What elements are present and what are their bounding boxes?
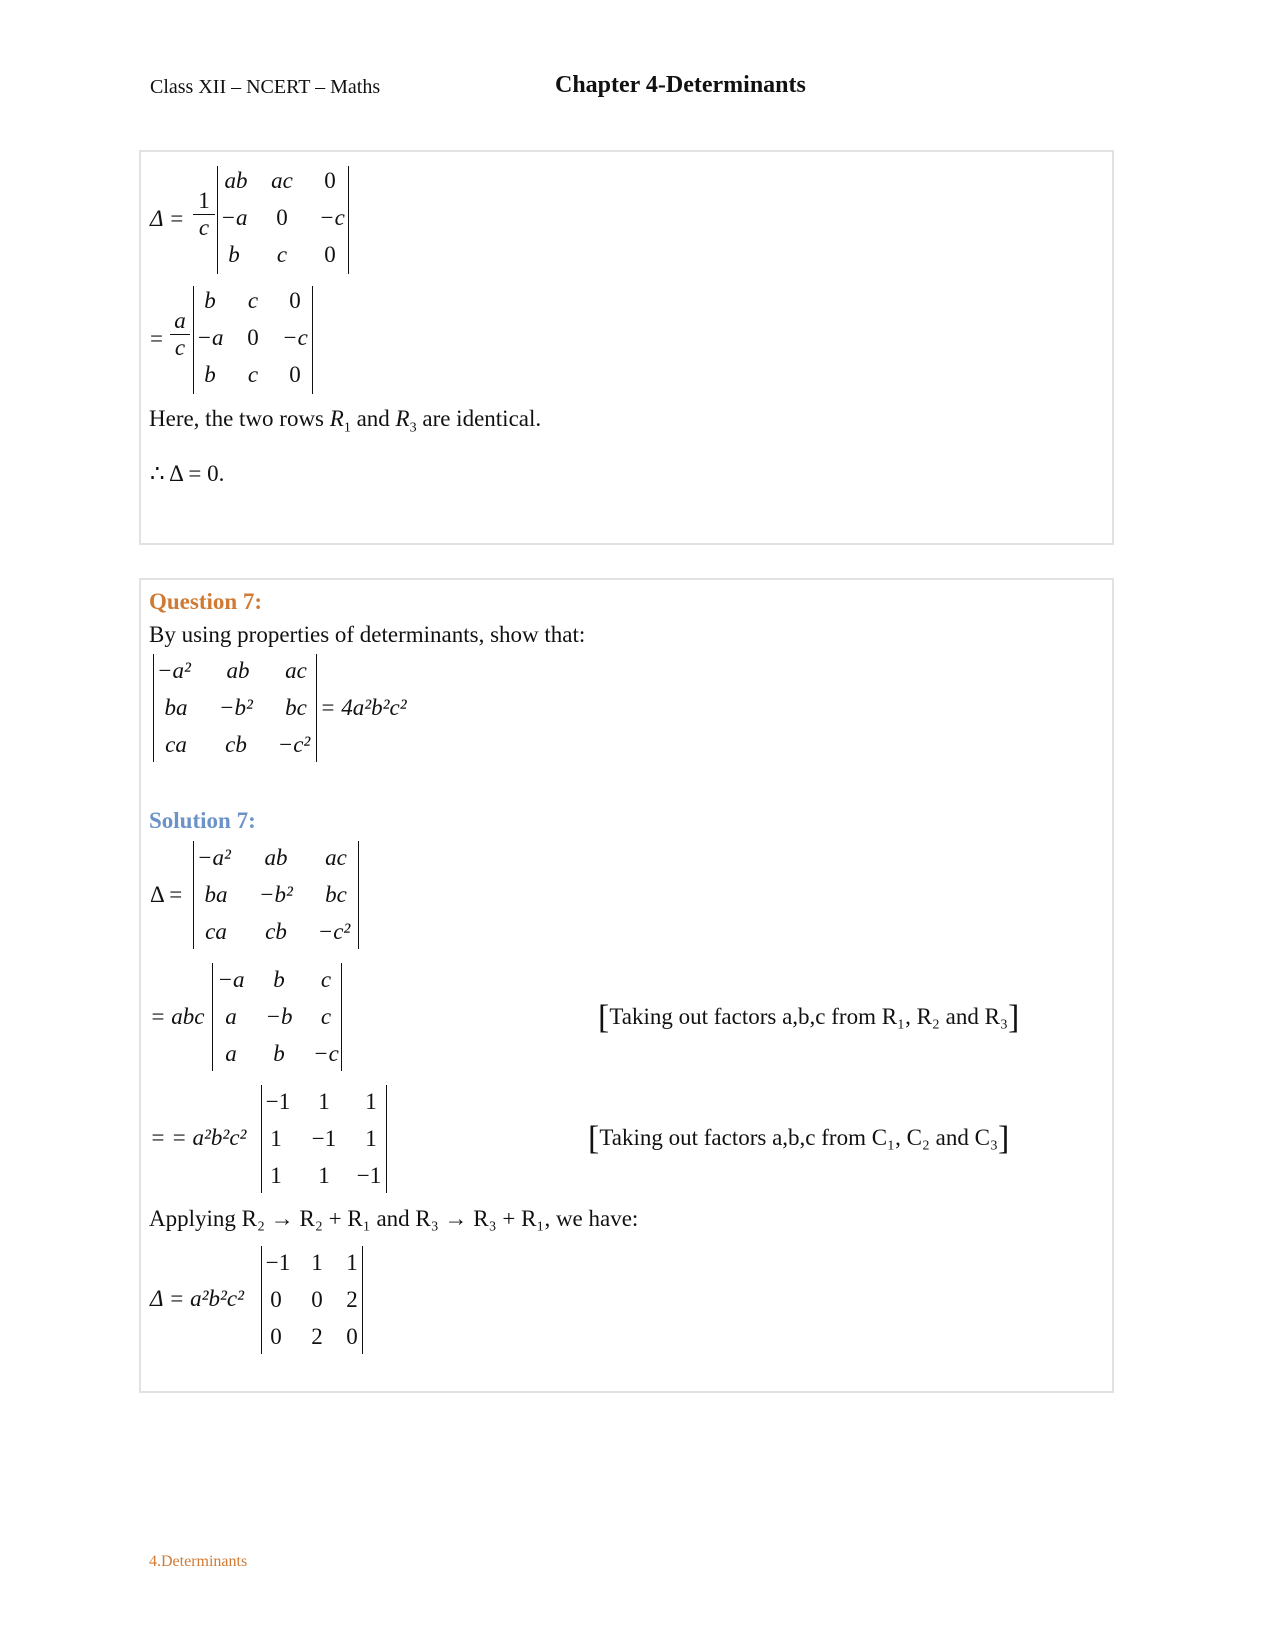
chapter-title: Chapter 4-Determinants: [555, 72, 806, 98]
det-cell: 1: [318, 1163, 330, 1188]
det-cell: 1: [346, 1250, 358, 1275]
abc-factor: = abc: [150, 1004, 205, 1029]
det-cell: ba: [164, 695, 188, 720]
delta-lhs-1: Δ =: [150, 206, 185, 231]
det-cell: b: [228, 242, 240, 267]
question-label: Question 7:: [149, 589, 263, 614]
det-cell: −c: [282, 325, 308, 350]
det-cell: 1: [365, 1089, 377, 1114]
footer-label: 4.Determinants: [149, 1553, 248, 1570]
solution-determinant-3: [261, 1085, 387, 1193]
det-cell: −a: [220, 205, 248, 230]
row-operation-note: Applying R₂ → R₂ + R₁ and R₃ → R₃ + R₁, we have:: [149, 1206, 639, 1231]
det-cell: c: [247, 288, 259, 313]
det-cell: ab: [224, 168, 248, 193]
det-cell: −1: [311, 1126, 337, 1151]
det-cell: −b²: [259, 882, 293, 907]
det-cell: b: [204, 362, 216, 387]
note-text: Here, the two rows: [149, 406, 325, 431]
det-cell: −b: [265, 1004, 293, 1029]
step3-note-text: Taking out factors a,b,c from C₁, C₂ and C₃: [599, 1125, 998, 1150]
det-cell: −1: [265, 1250, 291, 1275]
fraction-denominator: c: [193, 214, 215, 241]
a2b2c2-factor-1: = = a²b²c²: [150, 1125, 247, 1150]
det-cell: 0: [247, 325, 259, 350]
det-cell: ca: [205, 919, 227, 944]
det-cell: c: [276, 242, 288, 267]
row-symbol: R: [395, 406, 410, 431]
fraction-numerator: a: [174, 308, 186, 333]
question-prompt: By using properties of determinants, show that:: [149, 622, 586, 647]
det-cell: −b²: [219, 695, 253, 720]
det-cell: 0: [289, 288, 301, 313]
question-rhs: = 4a²b²c²: [320, 695, 407, 720]
det-cell: b: [273, 967, 285, 992]
det-cell: 0: [289, 362, 301, 387]
det-cell: c: [320, 1004, 332, 1029]
a2b2c2-factor-2: Δ = a²b²c²: [150, 1286, 244, 1311]
det-cell: c: [247, 362, 259, 387]
fraction-numerator: 1: [198, 188, 210, 213]
det-cell: 0: [324, 242, 336, 267]
delta-lhs-2: Δ =: [150, 882, 183, 907]
det-cell: 0: [270, 1324, 282, 1349]
question-determinant: [153, 654, 317, 762]
row-index: 1: [343, 420, 351, 436]
solution-determinant-4: [261, 1246, 363, 1354]
det-cell: ab: [264, 845, 288, 870]
det-cell: a: [225, 1004, 237, 1029]
det-cell: ba: [204, 882, 228, 907]
det-cell: 1: [270, 1126, 282, 1151]
row-index: 3: [409, 420, 417, 436]
det-cell: −1: [265, 1089, 291, 1114]
det-cell: cb: [265, 919, 287, 944]
det-cell: −c: [319, 205, 345, 230]
identical-rows-note: [149, 406, 541, 437]
det-cell: 1: [311, 1250, 323, 1275]
det-cell: −c: [313, 1041, 339, 1066]
row-symbol: R: [329, 406, 344, 431]
det-cell: bc: [325, 882, 347, 907]
det-cell: ab: [226, 658, 250, 683]
det-cell: −c²: [277, 732, 311, 757]
det-cell: bc: [285, 695, 307, 720]
solution-label: Solution 7:: [149, 808, 256, 833]
det-cell: −a²: [157, 658, 191, 683]
det-cell: ca: [165, 732, 187, 757]
determinant-step-a: [217, 166, 349, 274]
det-cell: −1: [356, 1163, 382, 1188]
det-cell: b: [204, 288, 216, 313]
conclusion: ∴ Δ = 0.: [150, 461, 225, 486]
solution-determinant-1: [193, 841, 359, 949]
det-cell: 1: [365, 1126, 377, 1151]
det-cell: 2: [311, 1324, 323, 1349]
det-cell: 0: [270, 1287, 282, 1312]
determinant-step-b: [193, 286, 313, 394]
note-text: are identical.: [422, 406, 542, 431]
step2-note: [Taking out factors a,b,c from R₁, R₂ and R₃]: [598, 999, 1020, 1036]
step2-note-text: Taking out factors a,b,c from R₁, R₂ and R₃: [609, 1004, 1008, 1029]
det-cell: −c²: [317, 919, 351, 944]
det-cell: ac: [271, 168, 293, 193]
det-cell: 1: [318, 1089, 330, 1114]
det-cell: 1: [270, 1163, 282, 1188]
solution-determinant-2: [212, 963, 342, 1071]
det-cell: 0: [324, 168, 336, 193]
header-class-label: Class XII – NCERT – Maths: [150, 76, 381, 98]
det-cell: −a: [217, 967, 245, 992]
fraction-denominator: c: [170, 334, 190, 361]
det-cell: ac: [325, 845, 347, 870]
det-cell: 0: [311, 1287, 323, 1312]
det-cell: b: [273, 1041, 285, 1066]
det-cell: −a²: [197, 845, 231, 870]
det-cell: 0: [346, 1324, 358, 1349]
det-cell: cb: [225, 732, 247, 757]
step3-note: [Taking out factors a,b,c from C₁, C₂ and C₃]: [588, 1120, 1010, 1157]
equals-sign: =: [150, 326, 163, 351]
det-cell: a: [225, 1041, 237, 1066]
det-cell: −a: [196, 325, 224, 350]
det-cell: c: [320, 967, 332, 992]
det-cell: ac: [285, 658, 307, 683]
det-cell: 0: [276, 205, 288, 230]
det-cell: 2: [346, 1287, 358, 1312]
note-and: and: [356, 406, 390, 431]
